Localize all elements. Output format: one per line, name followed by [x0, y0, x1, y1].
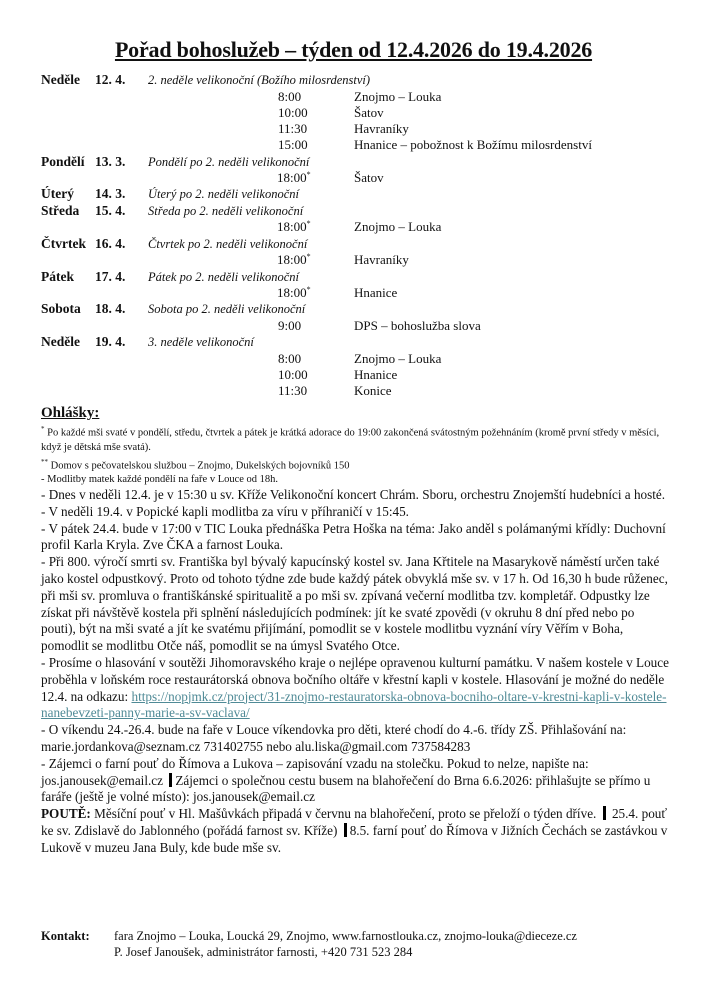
announcement-indulgence-church: - Při 800. výročí smrti sv. Františka byl bývalý kapucínský kostel sv. Jana Křtitele na Masarykově náměstí určen také jako kostel odpustkový. Proto od tohoto týdne zde bude každý pátek obvyklá mše sv. v 17 h. Od 16,30 h bude růženec, při mši sv. promluva o františkánské spiritualitě a po mši sv. zpívaná večerní modlitba tzv. kompletář. Odpustky lze získat při návštěvě kostela při splnění následujících podmínek: jít ke svaté zpovědi (v okruhu 8 dní před nebo po pouti), být na mši svaté a jít ke svatému přijímání, pomodlit se v kostele modlitbu vyznání víry Věřím v Boha, pomodlit se modlitbu Otče náš, pomodlit se na úmysl Svatého Otce.: [41, 554, 668, 654]
schedule-day-row: [41, 236, 681, 253]
contact-label: Kontakt:: [41, 929, 90, 943]
day-date: 19. 4.: [95, 334, 126, 350]
mass-place: Znojmo – Louka: [354, 350, 442, 366]
day-date: 14. 3.: [95, 186, 126, 202]
liturgical-day-title: Pátek po 2. neděli velikonoční: [148, 269, 299, 284]
footnote-adoration: * Po každé mši svaté v pondělí, středu, čtvrtek a pátek je krátká adorace do 19:00 zakončená svátostným požehnáním (kromě první středy v měsíci, když je dětská mše svatá).: [41, 425, 660, 453]
liturgical-day-title: Pondělí po 2. neděli velikonoční: [148, 154, 310, 169]
day-name: Pondělí: [41, 153, 85, 169]
announcement-concert: - Dnes v neděli 12.4. je v 15:30 u sv. Kříže Velikonoční koncert Chrám. Sboru, orchestru Znojemští hudebníci a hosté.: [41, 487, 666, 502]
announcement-pilgrimages: POUTĚ: Měsíční pouť v Hl. Mašůvkách připadá v červnu na blahořečení, proto se přeloží o týden dříve. 25.4. pouť ke sv. Zdislavě do Jablonného (pořádá farnost sv. Kříže) 8.5. farní pouť do Římova v Jižních Čechách se zastávkou v Lukově v muzeu Jana Buly, kde bude mše sv.: [41, 806, 668, 855]
schedule-day-row: [41, 154, 681, 171]
day-name: Sobota: [41, 301, 81, 317]
separator-bar: [344, 823, 347, 837]
mass-row: [41, 351, 681, 367]
mass-row: [41, 105, 681, 121]
day-name: Úterý: [41, 186, 74, 202]
day-name: Pátek: [41, 268, 74, 284]
mass-row: [41, 219, 681, 235]
mass-place: Znojmo – Louka: [354, 219, 442, 235]
day-date: 18. 4.: [95, 301, 126, 317]
footnote-dps: ** Domov s pečovatelskou službou – Znojmo, Dukelských bojovníků 150: [41, 457, 350, 471]
mass-place: Hnanice – pobožnost k Božímu milosrdenství: [354, 137, 592, 153]
announcement-voting: - Prosíme o hlasování v soutěži Jihomoravského kraje o nejlépe opravenou kulturní památku. V našem kostele v Louce proběhla v loňském roce restaurátorská obnova bočního oltáře v křestní kapli v kostele. Hlasování je možné do neděle 12.4. na odkazu: https://nopjmk.cz/project/31-znojmo-restauratorska-obnova-bocniho-oltare-v-krestni-kapli-v-kostele-nanebevzeti-panny-marie-a-sv-vaclava/: [41, 654, 669, 721]
mass-row: [41, 285, 681, 301]
day-date: 17. 4.: [95, 268, 126, 284]
mass-time: 9:00: [278, 317, 302, 333]
announcement-weekend-kids: - O víkendu 24.-26.4. bude na faře v Louce víkendovka pro děti, které chodí do 4.-6. třídy ZŠ. Přihlašování na: marie.jordankova@seznam.cz 731402755 nebo alu.liska@gmail.com 737584283: [41, 722, 627, 754]
separator-bar: [603, 806, 606, 820]
schedule-day-row: [41, 186, 681, 203]
schedule-day-row: [41, 203, 681, 220]
footnote-mothers-prayer: - Modlitby matek každé pondělí na faře v Louce od 18h.: [41, 474, 279, 485]
service-schedule: [41, 72, 681, 400]
liturgical-day-title: Úterý po 2. neděli velikonoční: [148, 187, 299, 202]
mass-place: Hnanice: [354, 366, 398, 382]
mass-time: 8:00: [278, 88, 302, 104]
liturgical-day-title: Sobota po 2. neděli velikonoční: [148, 302, 306, 317]
separator-bar: [169, 773, 172, 787]
mass-place: Havraníky: [354, 252, 409, 268]
liturgical-day-title: 2. neděle velikonoční (Božího milosrdenství): [148, 73, 371, 87]
schedule-day-row: [41, 334, 681, 351]
mass-place: Hnanice: [354, 285, 398, 301]
day-name: Středa: [41, 202, 80, 218]
day-name: Neděle: [41, 334, 80, 350]
mass-place: Znojmo – Louka: [354, 88, 442, 104]
announcement-lecture: - V pátek 24.4. bude v 17:00 v TIC Louka přednáška Petra Hoška na téma: Jako anděl s polámanými křídly: Duchovní profil Karla Kryla. Zve ČKA a farnost Louka.: [41, 520, 666, 553]
contact-address: fara Znojmo – Louka, Loucká 29, Znojmo, www.farnostlouka.cz, znojmo-louka@dieceze.cz: [114, 929, 577, 943]
day-name: Neděle: [41, 72, 80, 87]
mass-time: 10:00: [278, 366, 308, 382]
mass-time: 18:00*: [277, 219, 311, 235]
announcements: [41, 405, 671, 857]
mass-row: [41, 121, 681, 137]
schedule-day-row: [41, 72, 681, 89]
mass-time: 11:30: [278, 383, 308, 399]
schedule-day-row: [41, 269, 681, 286]
mass-place: Konice: [354, 383, 392, 399]
mass-row: [41, 367, 681, 383]
page-title: Pořad bohoslužeb – týden od 12.4.2026 do 19.4.2026: [114, 37, 593, 62]
mass-place: Šatov: [354, 104, 384, 120]
day-date: 16. 4.: [95, 235, 126, 251]
mass-place: Havraníky: [354, 121, 409, 137]
contact-administrator: P. Josef Janoušek, administrátor farnosti, +420 731 523 284: [114, 945, 413, 959]
mass-row: [41, 318, 681, 334]
announcements-heading: Ohlášky:: [41, 405, 100, 421]
mass-row: [41, 137, 681, 153]
day-date: 13. 3.: [95, 153, 126, 169]
announcement-popice-prayer: - V neděli 19.4. v Popické kapli modlitba za víru v příhraničí v 15:45.: [41, 503, 409, 519]
mass-place: DPS – bohoslužba slova: [354, 317, 481, 333]
mass-place: Šatov: [354, 170, 384, 186]
liturgical-day-title: Čtvrtek po 2. neděli velikonoční: [148, 236, 308, 251]
mass-time: 11:30: [278, 121, 308, 137]
announcement-pilgrimage-signup: - Zájemci o farní pouť do Římova a Lukova – zapisování vzadu na stolečku. Pokud to nelze, napište na: jos.janousek@email.cz Zájemci o společnou cestu busem na blahořečení do Brna 6.6.2026: přihlašujte se přímo u faráře (ještě je volné místo): jos.janousek@email.cz: [41, 755, 651, 805]
mass-time: 18:00*: [277, 252, 311, 268]
day-date: 15. 4.: [95, 202, 126, 218]
schedule-day-row: [41, 301, 681, 318]
mass-row: [41, 89, 681, 105]
liturgical-day-title: Středa po 2. neděli velikonoční: [148, 203, 304, 218]
liturgical-day-title: 3. neděle velikonoční: [148, 335, 254, 350]
mass-time: 18:00*: [277, 285, 311, 301]
mass-time: 10:00: [278, 104, 308, 120]
day-name: Čtvrtek: [41, 235, 86, 251]
mass-row: [41, 170, 681, 186]
mass-time: 8:00: [278, 350, 302, 366]
mass-time: 15:00: [278, 137, 308, 153]
mass-row: [41, 252, 681, 268]
mass-row: [41, 383, 681, 399]
mass-time: 18:00*: [277, 170, 311, 186]
day-date: 12. 4.: [95, 72, 126, 87]
voting-link[interactable]: https://nopjmk.cz/project/31-znojmo-restauratorska-obnova-bocniho-oltare-v-krestni-kapli-v-kostele-nanebevzeti-panny-marie-a-sv-vaclava/: [41, 688, 667, 721]
